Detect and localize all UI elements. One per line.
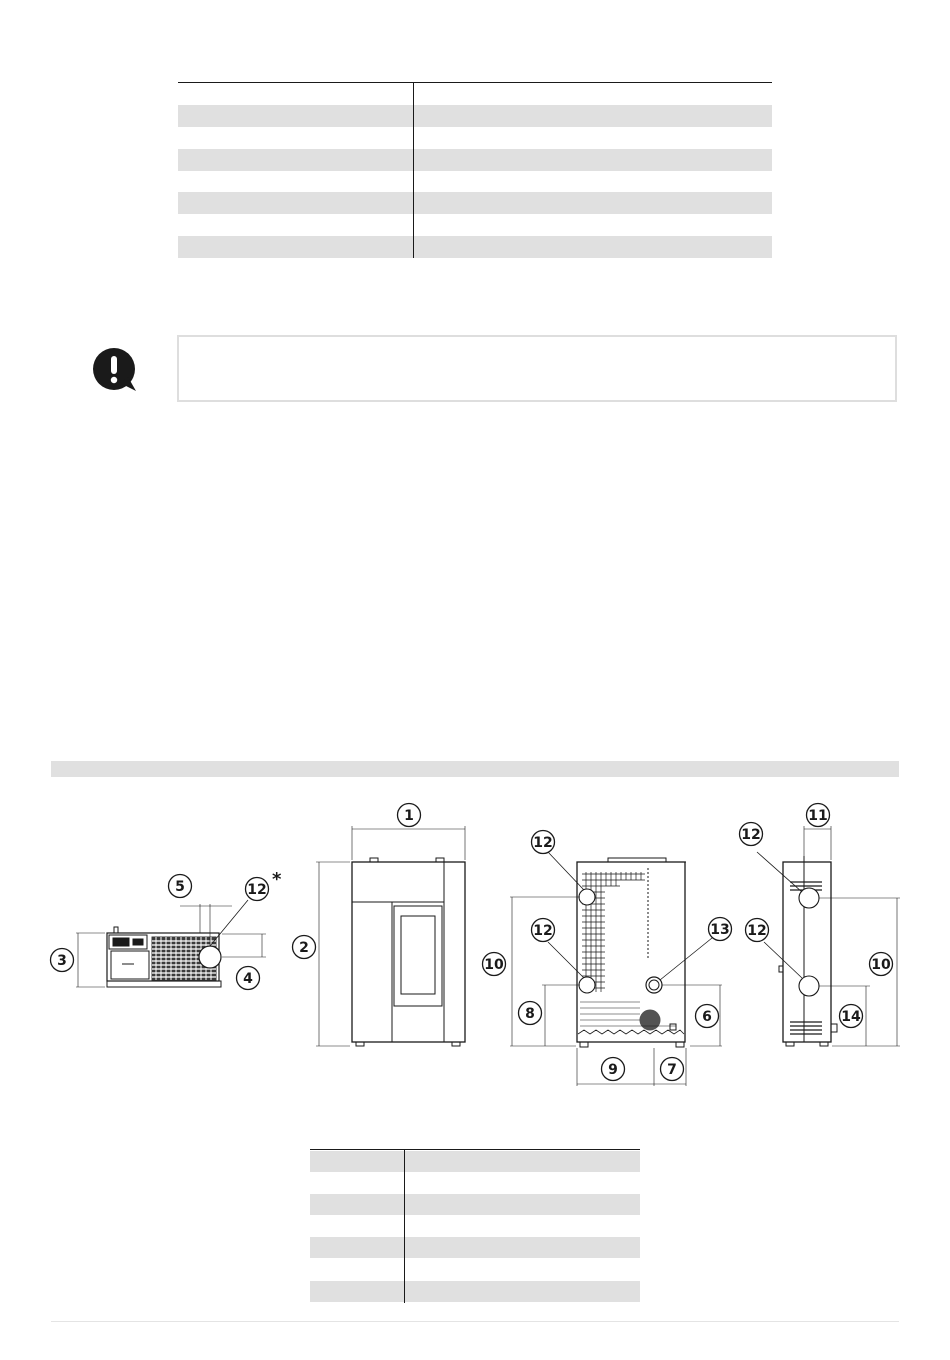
table-row — [178, 127, 772, 149]
table-row — [310, 1216, 640, 1237]
callout-3: 3 — [57, 953, 67, 969]
table-row — [178, 214, 772, 236]
callout-2: 2 — [299, 940, 309, 956]
table-row — [178, 192, 772, 214]
row-label — [316, 1172, 398, 1193]
asterisk-mark: * — [272, 869, 282, 890]
table-row — [310, 1259, 640, 1280]
dimension-drawing — [0, 790, 950, 1100]
callout-12-side-upper: 12 — [741, 827, 761, 843]
callout-5: 5 — [175, 879, 185, 895]
row-label — [184, 192, 406, 214]
exclamation-speech-bubble-icon — [90, 347, 138, 393]
row-label — [184, 105, 406, 127]
row-value — [411, 1194, 635, 1215]
warning-note-box — [177, 335, 897, 402]
callout-14: 14 — [841, 1009, 861, 1025]
row-value — [411, 1281, 635, 1302]
table-row — [178, 236, 772, 258]
front-view — [316, 826, 465, 1046]
table-row — [178, 105, 772, 127]
callout-8: 8 — [525, 1006, 535, 1022]
table-column-divider — [413, 82, 414, 258]
row-label — [316, 1194, 398, 1215]
row-value — [411, 1216, 635, 1237]
row-label — [316, 1151, 398, 1172]
row-value — [420, 171, 766, 193]
callout-12-back-upper: 12 — [533, 835, 553, 851]
callout-12-top: 12 — [247, 882, 267, 898]
row-value — [420, 149, 766, 171]
callout-10: 10 — [484, 957, 504, 973]
callout-1: 1 — [404, 808, 414, 824]
footer-rule — [51, 1321, 899, 1322]
dimensions-table — [310, 1149, 640, 1303]
callout-9: 9 — [608, 1062, 618, 1078]
row-value — [420, 214, 766, 236]
back-view — [510, 852, 722, 1086]
side-view — [757, 826, 900, 1046]
row-value — [420, 236, 766, 258]
spec-table-top — [178, 82, 772, 258]
callout-10-side: 10 — [871, 957, 891, 973]
table-column-divider — [404, 1149, 405, 1303]
table-row — [310, 1281, 640, 1302]
row-value — [411, 1259, 635, 1280]
row-value — [411, 1172, 635, 1193]
row-value — [420, 105, 766, 127]
row-label — [184, 236, 406, 258]
row-value — [420, 83, 766, 105]
table-row — [310, 1237, 640, 1258]
section-header-band — [51, 761, 899, 777]
row-label — [184, 127, 406, 149]
table-row — [310, 1172, 640, 1193]
callout-6: 6 — [702, 1009, 712, 1025]
row-label — [316, 1216, 398, 1237]
callout-11: 11 — [808, 808, 828, 824]
table-row — [178, 83, 772, 105]
callout-13: 13 — [710, 922, 730, 938]
row-label — [316, 1259, 398, 1280]
callout-7: 7 — [667, 1062, 677, 1078]
row-label — [316, 1237, 398, 1258]
row-value — [411, 1237, 635, 1258]
table-row — [310, 1151, 640, 1172]
table-row — [310, 1194, 640, 1215]
row-label — [184, 149, 406, 171]
row-value — [420, 127, 766, 149]
callout-4: 4 — [243, 971, 253, 987]
callout-12-back-lower: 12 — [533, 923, 553, 939]
table-row — [178, 149, 772, 171]
callout-12-side-lower: 12 — [747, 923, 767, 939]
row-label — [184, 214, 406, 236]
row-label — [184, 83, 406, 105]
table-top-rule — [310, 1149, 640, 1150]
row-value — [411, 1151, 635, 1172]
row-value — [420, 192, 766, 214]
row-label — [184, 171, 406, 193]
table-row — [178, 171, 772, 193]
row-label — [316, 1281, 398, 1302]
